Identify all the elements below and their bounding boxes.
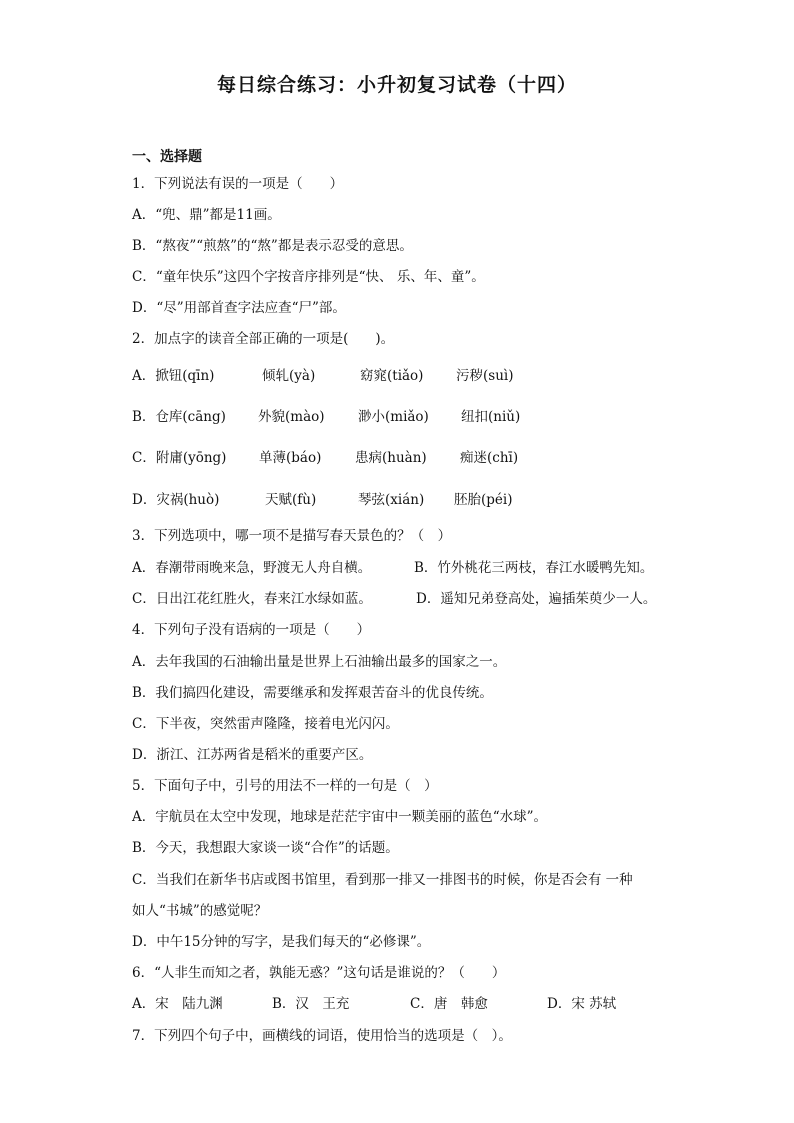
q4-option-a: A．去年我国的石油输出量是世界上石油输出最多的国家之一。 bbox=[132, 654, 507, 670]
q1-option-d: D．“尽”用部首查字法应查“尸”部。 bbox=[132, 300, 346, 316]
q4-stem: 4．下列句子没有语病的一项是（ ） bbox=[132, 622, 371, 638]
q3-option-d: D．遥知兄弟登高处，遍插茱萸少一人。 bbox=[416, 591, 657, 607]
q2-option-c-4: 痴迷(chī) bbox=[460, 450, 519, 466]
q2-option-c-3: 患病(huàn) bbox=[355, 450, 427, 466]
q2-option-c-2: 单薄(báo) bbox=[259, 450, 322, 466]
page-title: 每日综合练习：小升初复习试卷（十四） bbox=[216, 74, 577, 96]
q2-option-b-1: B．仓库(cāng) bbox=[132, 409, 226, 425]
q5-option-c-line1: C．当我们在新华书店或图书馆里，看到那一排又一排图书的时候，你是否会有 一种 bbox=[132, 872, 633, 888]
q4-option-d: D．浙江、江苏两省是稻米的重要产区。 bbox=[132, 747, 373, 763]
q5-option-b: B．今天，我想跟大家谈一谈“合作”的话题。 bbox=[132, 840, 399, 856]
q4-option-c: C．下半夜，突然雷声隆隆，接着电光闪闪。 bbox=[132, 716, 399, 732]
q5-option-a: A．宇航员在太空中发现，地球是茫茫宇宙中一颗美丽的蓝色“水球”。 bbox=[132, 809, 548, 825]
q2-option-a-2: 倾轧(yà) bbox=[262, 368, 316, 384]
q5-option-c-line2: 如人“书城”的感觉呢？ bbox=[132, 903, 268, 919]
q6-option-b: B．汉 王充 bbox=[272, 996, 350, 1012]
q5-stem: 5．下面句子中，引号的用法不一样的一句是（ ） bbox=[132, 778, 438, 794]
q2-option-d-4: 胚胎(péi) bbox=[454, 492, 513, 508]
q1-option-b: B．“熬夜”“煎熬”的“熬”都是表示忍受的意思。 bbox=[132, 238, 413, 254]
section-heading: 一、选择题 bbox=[132, 149, 202, 165]
q3-option-c: C．日出江花红胜火，春来江水绿如蓝。 bbox=[132, 591, 372, 607]
q2-option-a-4: 污秽(suì) bbox=[456, 368, 514, 384]
q1-stem: 1．下列说法有误的一项是（ ） bbox=[132, 176, 344, 192]
q1-option-c: C．“童年快乐”这四个字按音序排列是“快、 乐、年、童”。 bbox=[132, 269, 485, 285]
q2-stem: 2．加点字的读音全部正确的一项是( )。 bbox=[132, 331, 395, 347]
q6-stem: 6．“人非生而知之者，孰能无惑？”这句话是谁说的？（ ） bbox=[132, 965, 506, 981]
q3-option-b: B．竹外桃花三两枝，春江水暖鸭先知。 bbox=[414, 560, 654, 576]
q2-option-a-1: A．掀钮(qīn) bbox=[132, 368, 215, 384]
q1-option-a: A．“兜、鼎”都是11画。 bbox=[132, 207, 281, 223]
q2-option-c-1: C．附庸(yōng) bbox=[132, 450, 227, 466]
q4-option-b: B．我们搞四化建设，需要继承和发挥艰苦奋斗的优良传统。 bbox=[132, 685, 493, 701]
q7-stem: 7．下列四个句子中，画横线的词语，使用恰当的选项是（ ）。 bbox=[132, 1028, 512, 1044]
q2-option-d-2: 天赋(fù) bbox=[265, 492, 317, 508]
q2-option-b-4: 纽扣(niǔ) bbox=[461, 409, 521, 425]
q2-option-a-3: 窈窕(tiǎo) bbox=[360, 368, 424, 384]
q5-option-d: D．中午15分钟的写字，是我们每天的“必修课”。 bbox=[132, 934, 431, 950]
q3-option-a: A．春潮带雨晚来急，野渡无人舟自横。 bbox=[132, 560, 372, 576]
q3-stem: 3．下列选项中，哪一项不是描写春天景色的？（ ） bbox=[132, 528, 452, 544]
q6-option-d: D．宋 苏轼 bbox=[547, 996, 617, 1012]
q2-option-d-3: 琴弦(xián) bbox=[358, 492, 425, 508]
q2-option-b-2: 外貌(mào) bbox=[258, 409, 325, 425]
q2-option-b-3: 渺小(miǎo) bbox=[358, 409, 429, 425]
q6-option-c: C．唐 韩愈 bbox=[410, 996, 488, 1012]
q6-option-a: A．宋 陆九渊 bbox=[132, 996, 223, 1012]
q2-option-d-1: D．灾祸(huò) bbox=[132, 492, 220, 508]
